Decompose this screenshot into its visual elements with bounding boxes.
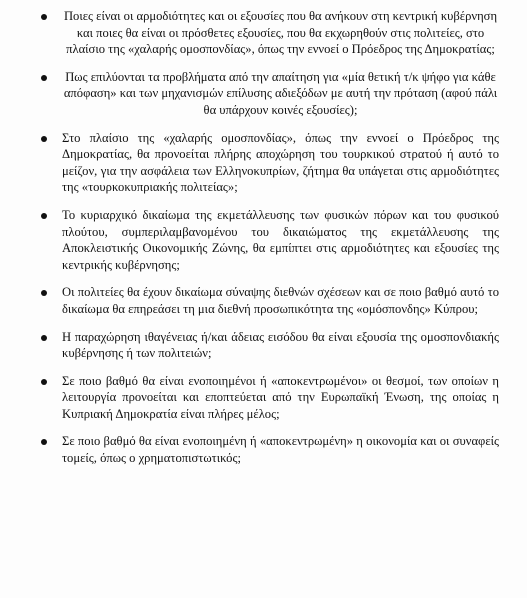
bullet-icon — [41, 439, 47, 445]
bullet-icon — [41, 75, 47, 81]
list-item — [0, 329, 527, 362]
list-item — [0, 8, 527, 58]
list-item — [0, 284, 527, 317]
bullet-icon — [41, 213, 47, 219]
list-item — [0, 373, 527, 423]
list-item-text: Σε ποιο βαθμό θα είναι ενοποιημένοι ή «αποκεντρωμένοι» οι θεσμοί, των οποίων η λειτουργία προνοείται και εποπτεύεται από την Ευρωπαϊκή Ένωση, της οποίας η Κυπριακή Δημοκρατία είναι πλήρες μέλος; — [62, 373, 499, 421]
list-item-text: Ποιες είναι οι αρμοδιότητες και οι εξουσίες που θα ανήκουν στη κεντρική κυβέρνηση και ποιες θα είναι οι πρόσθετες εξουσίες, που θα εκχωρηθούν στις πολιτείες, στο πλαίσιο της «χαλαρής ομοσπονδίας», όπως την εννοεί ο Πρόεδρος της Δημοκρατίας; — [63, 9, 498, 57]
list-item-text: Πως επιλύονται τα προβλήματα από την απαίτηση για «μία θετική τ/κ ψήφο για κάθε απόφαση» και των μηχανισμών επίλυσης αδιεξόδων με αυτή την πρόταση (αφού πάλι θα υπάρχουν κοινές εξουσίες); — [63, 69, 498, 117]
list-item-text: Οι πολιτείες θα έχουν δικαίωμα σύναψης διεθνών σχέσεων και σε ποιο βαθμό αυτό το δικαίωμα θα επηρεάσει τη μια διεθνή προσωπικότητα της «ομόσπονδης» Κύπρου; — [62, 285, 499, 316]
bullet-icon — [41, 335, 47, 341]
bullet-icon — [41, 136, 47, 142]
list-item — [0, 130, 527, 196]
list-item — [0, 207, 527, 273]
list-item — [0, 433, 527, 466]
list-item-text: Η παραχώρηση ιθαγένειας ή/και άδειας εισόδου θα είναι εξουσία της ομοσπονδιακής κυβέρνησης ή των πολιτειών; — [62, 329, 499, 361]
list-item — [0, 69, 527, 119]
list-item-text: Σε ποιο βαθμό θα είναι ενοποιημένη ή «αποκεντρωμένη» η οικονομία και οι συναφείς τομείς, όπως ο χρηματοπιστωτικός; — [62, 434, 499, 466]
bullet-icon — [41, 14, 47, 20]
list-item-text: Το κυριαρχικό δικαίωμα της εκμετάλλευσης των φυσικών πόρων και του φυσικού πλούτου, συμπεριλαμβανομένου του δικαιώματος της εκμετάλλευσης της Αποκλειστικής Οικονομικής Ζώνης, θα εμπίπτει στις αρμοδιότητες και εξουσίες της κεντρικής κυβέρνησης; — [62, 207, 499, 272]
bullet-icon — [41, 379, 47, 385]
bullet-icon — [41, 290, 47, 296]
list-item-text: Στο πλαίσιο της «χαλαρής ομοσπονδίας», όπως την εννοεί ο Πρόεδρος της Δημοκρατίας, θα προνοείται πλήρης αποχώρηση του τουρκικού στρατού ή αυτό το μείζον, για την ασφάλεια των Ελληνοκυπρίων, ζήτημα θα υπάγεται στις αρμοδιότητες της «τουρκοκυπριακής πολιτείας»; — [62, 130, 499, 195]
questions-list — [0, 8, 527, 478]
